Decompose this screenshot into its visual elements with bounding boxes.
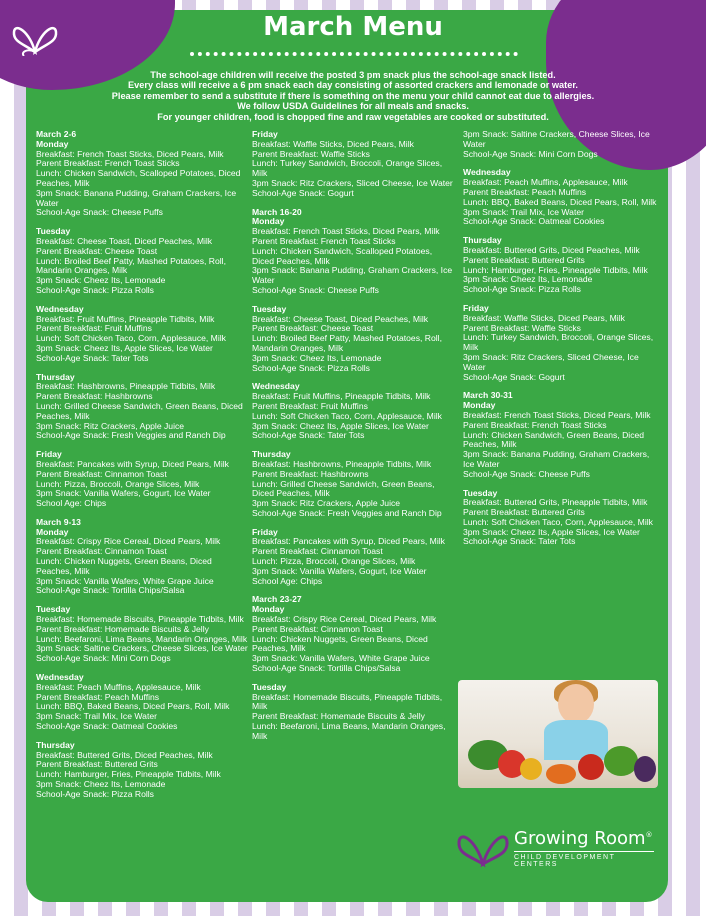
menu-line: Parent Breakfast: Homemade Biscuits & Jelly	[36, 623, 209, 634]
menu-line: 3pm Snack: Vanilla Wafers, White Grape Juice	[36, 575, 214, 586]
day-heading: Friday	[252, 526, 278, 537]
day-block	[252, 528, 454, 587]
week-heading: March 30-31	[463, 390, 513, 401]
menu-line: Breakfast: Fruit Muffins, Pineapple Tidbits, Milk	[36, 313, 215, 324]
menu-line: Parent Breakfast: Peach Muffins	[463, 186, 587, 197]
menu-line: Breakfast: French Toast Sticks, Diced Pears, Milk	[252, 226, 440, 237]
menu-line: Lunch: Broiled Beef Patty, Mashed Potatoes, Roll, Mandarin Oranges, Milk	[252, 333, 442, 353]
menu-line: Lunch: Chicken Sandwich, Scalloped Potatoes, Diced Peaches, Milk	[36, 168, 241, 188]
menu-line: School-Age Snack: Pizza Rolls	[463, 284, 581, 295]
day-heading: Monday	[463, 400, 496, 411]
week-heading: March 16-20	[252, 206, 302, 217]
menu-line: Lunch: Chicken Nuggets, Green Beans, Diced Peaches, Milk	[36, 556, 212, 576]
intro-line: We follow USDA Guidelines for all meals and snacks.	[237, 101, 469, 112]
menu-line: School Age: Chips	[36, 498, 107, 509]
menu-line: Lunch: Pizza, Broccoli, Orange Slices, Milk	[36, 478, 200, 489]
menu-line: School-Age Snack: Pizza Rolls	[36, 284, 154, 295]
menu-line: Parent Breakfast: Waffle Sticks	[463, 322, 581, 333]
menu-line: Parent Breakfast: Buttered Grits	[463, 507, 585, 518]
menu-line: Lunch: Broiled Beef Patty, Mashed Potatoes, Roll, Mandarin Oranges, Milk	[36, 255, 226, 276]
menu-line: Parent Breakfast: Fruit Muffins	[36, 323, 152, 334]
menu-line: Parent Breakfast: Cinnamon Toast	[252, 623, 383, 634]
menu-line: School-Age Snack: Gogurt	[252, 187, 354, 198]
menu-line: Breakfast: Peach Muffins, Applesauce, Milk	[463, 177, 628, 188]
menu-line: Lunch: Pizza, Broccoli, Orange Slices, Milk	[252, 556, 416, 567]
menu-line: Parent Breakfast: Peach Muffins	[36, 691, 160, 702]
day-heading: Wednesday	[36, 303, 84, 314]
day-block	[463, 489, 661, 548]
menu-line: Lunch: Grilled Cheese Sandwich, Green Beans, Diced Peaches, Milk	[252, 478, 435, 499]
day-block	[252, 208, 454, 296]
menu-line: 3pm Snack: Cheez Its, Apple Slices, Ice Water	[36, 342, 213, 353]
menu-line: Lunch: Soft Chicken Taco, Corn, Applesauce, Milk	[36, 333, 226, 344]
day-heading: Thursday	[252, 449, 291, 460]
day-heading: Monday	[36, 138, 69, 149]
day-heading: Monday	[252, 216, 285, 227]
week-heading: March 2-6	[36, 129, 77, 139]
menu-column-3	[463, 130, 661, 556]
day-block	[463, 130, 661, 159]
day-heading: Monday	[36, 526, 69, 537]
menu-line: Breakfast: French Toast Sticks, Diced Pears, Milk	[463, 409, 651, 420]
menu-line: Parent Breakfast: French Toast Sticks	[463, 419, 607, 430]
day-block	[252, 305, 454, 374]
menu-line: School Age: Chips	[252, 575, 323, 586]
week-heading: March 9-13	[36, 516, 81, 527]
menu-line: Breakfast: Homemade Biscuits, Pineapple Tidbits, Milk	[36, 614, 244, 625]
menu-line: 3pm Snack: Trail Mix, Ice Water	[36, 711, 157, 722]
menu-line: 3pm Snack: Cheez Its, Apple Slices, Ice Water	[252, 420, 429, 431]
butterfly-logo-icon	[454, 828, 512, 868]
menu-line: Parent Breakfast: Cinnamon Toast	[252, 546, 383, 557]
menu-line: 3pm Snack: Ritz Crackers, Sliced Cheese, Ice Water	[463, 351, 639, 372]
logo-name: Growing Room®	[514, 828, 653, 849]
day-block	[252, 382, 454, 441]
menu-line: School-Age Snack: Tortilla Chips/Salsa	[36, 585, 185, 596]
menu-line: School-Age Snack: Oatmeal Cookies	[463, 216, 605, 227]
menu-line: Lunch: Chicken Sandwich, Green Beans, Diced Peaches, Milk	[463, 429, 645, 450]
menu-line: Breakfast: Crispy Rice Cereal, Diced Pears, Milk	[36, 536, 221, 547]
day-block	[36, 305, 248, 364]
menu-line: School-Age Snack: Pizza Rolls	[252, 362, 370, 373]
menu-line: Lunch: Soft Chicken Taco, Corn, Applesauce, Milk	[463, 516, 653, 527]
logo-tagline: CHILD DEVELOPMENT CENTERS	[514, 854, 616, 868]
menu-line: Lunch: Turkey Sandwich, Broccoli, Orange Slices, Milk	[252, 158, 443, 179]
day-block	[463, 304, 661, 382]
day-heading: Monday	[252, 604, 285, 615]
menu-line: Breakfast: Buttered Grits, Diced Peaches, Milk	[36, 749, 213, 760]
menu-line: 3pm Snack: Banana Pudding, Graham Crackers, Ice Water	[36, 187, 237, 208]
growing-room-logo	[450, 826, 660, 876]
menu-line: School-Age Snack: Tater Tots	[252, 430, 365, 441]
day-block	[252, 595, 454, 673]
day-block	[36, 227, 248, 296]
logo-divider	[514, 851, 654, 852]
menu-line: Parent Breakfast: Cinnamon Toast	[36, 468, 167, 479]
menu-column-2	[252, 130, 454, 751]
menu-line: Lunch: Beefaroni, Lima Beans, Mandarin Oranges, Milk	[252, 721, 446, 741]
menu-line: School-Age Snack: Tater Tots	[36, 352, 149, 363]
menu-line: 3pm Snack: Cheez Its, Apple Slices, Ice Water	[463, 526, 640, 537]
menu-line: Lunch: Chicken Nuggets, Green Beans, Diced Peaches, Milk	[252, 633, 428, 654]
day-block	[36, 673, 248, 732]
menu-line: 3pm Snack: Vanilla Wafers, White Grape Juice	[252, 653, 430, 664]
day-heading: Thursday	[36, 739, 75, 750]
menu-line: Breakfast: Hashbrowns, Pineapple Tidbits, Milk	[36, 381, 216, 392]
day-block	[36, 518, 248, 596]
day-block	[463, 236, 661, 295]
menu-line: Breakfast: Fruit Muffins, Pineapple Tidbits, Milk	[252, 391, 431, 402]
day-heading: Friday	[252, 129, 278, 139]
menu-line: Parent Breakfast: Buttered Grits	[463, 254, 585, 265]
menu-line: School-Age Snack: Cheese Puffs	[252, 284, 379, 295]
week-heading: March 23-27	[252, 594, 302, 605]
menu-line: Parent Breakfast: Fruit Muffins	[252, 400, 368, 411]
menu-line: 3pm Snack: Cheez Its, Lemonade	[36, 779, 166, 790]
menu-line: 3pm Snack: Trail Mix, Ice Water	[463, 206, 584, 217]
menu-line: Breakfast: Cheese Toast, Diced Peaches, Milk	[252, 313, 429, 324]
intro-line: For younger children, food is chopped fine and raw vegetables are cooked or substituted.	[157, 111, 549, 122]
menu-line: School-Age Snack: Mini Corn Dogs	[463, 148, 598, 159]
menu-line: Parent Breakfast: Cinnamon Toast	[36, 546, 167, 557]
menu-line: Parent Breakfast: Waffle Sticks	[252, 148, 370, 159]
menu-line: Parent Breakfast: Cheese Toast	[252, 323, 374, 334]
menu-line: 3pm Snack: Vanilla Wafers, Gogurt, Ice Water	[36, 488, 211, 499]
menu-line: Parent Breakfast: French Toast Sticks	[36, 158, 180, 169]
menu-line: Parent Breakfast: Cheese Toast	[36, 245, 158, 256]
menu-line: School-Age Snack: Pizza Rolls	[36, 788, 154, 799]
day-heading: Thursday	[463, 235, 502, 246]
menu-line: Parent Breakfast: Hashbrowns	[252, 468, 369, 479]
menu-line: 3pm Snack: Banana Pudding, Graham Crackers, Ice Water	[463, 449, 650, 469]
menu-line: 3pm Snack: Saltine Crackers, Cheese Slices, Ice Water	[36, 643, 248, 654]
menu-line: Parent Breakfast: French Toast Sticks	[252, 235, 396, 246]
day-block	[252, 130, 454, 199]
menu-line: Breakfast: Cheese Toast, Diced Peaches, Milk	[36, 235, 213, 246]
menu-line: 3pm Snack: Cheez Its, Lemonade	[252, 352, 382, 363]
menu-line: Lunch: Hamburger, Fries, Pineapple Tidbits, Milk	[463, 264, 648, 275]
day-block	[463, 391, 661, 479]
day-heading: Wednesday	[252, 381, 300, 392]
menu-line: Breakfast: Peach Muffins, Applesauce, Milk	[36, 681, 201, 692]
day-heading: Friday	[463, 302, 489, 313]
menu-line: Lunch: Beefaroni, Lima Beans, Mandarin Oranges, Milk	[36, 633, 248, 644]
menu-line: Lunch: Chicken Sandwich, Scalloped Potatoes, Diced Peaches, Milk	[252, 245, 433, 266]
menu-line: School-Age Snack: Tater Tots	[463, 536, 576, 547]
day-block	[36, 373, 248, 442]
day-heading: Tuesday	[36, 226, 71, 237]
intro-line: Please remember to send a substitute if there is something on the menu your child cannot eat due to allergies.	[111, 90, 595, 101]
menu-line: Lunch: Grilled Cheese Sandwich, Green Beans, Diced Peaches, Milk	[36, 400, 243, 421]
day-block	[36, 130, 248, 218]
menu-line: 3pm Snack: Banana Pudding, Graham Crackers, Ice Water	[252, 265, 453, 286]
menu-line: 3pm Snack: Vanilla Wafers, Gogurt, Ice Water	[252, 565, 427, 576]
menu-line: School-Age Snack: Cheese Puffs	[463, 468, 590, 479]
day-block	[252, 683, 454, 742]
day-block	[36, 741, 248, 800]
intro-line: The school-age children will receive the posted 3 pm snack plus the school-age snack listed.	[150, 70, 556, 80]
menu-line: School-Age Snack: Gogurt	[463, 371, 565, 382]
menu-line: Breakfast: Pancakes with Syrup, Diced Pears, Milk	[36, 458, 229, 469]
day-heading: Friday	[36, 449, 62, 460]
menu-line: School-Age Snack: Fresh Veggies and Ranch Dip	[36, 430, 226, 441]
menu-line: Breakfast: Hashbrowns, Pineapple Tidbits, Milk	[252, 458, 432, 469]
day-heading: Thursday	[36, 371, 75, 382]
menu-line: 3pm Snack: Saltine Crackers, Cheese Slices, Ice Water	[463, 129, 650, 149]
intro-line: Every class will receive a 6 pm snack each day consisting of assorted crackers and lemonade or water.	[128, 80, 578, 91]
menu-line: 3pm Snack: Ritz Crackers, Apple Juice	[36, 420, 185, 431]
day-heading: Tuesday	[252, 681, 287, 692]
menu-line: 3pm Snack: Cheez Its, Lemonade	[463, 274, 593, 285]
menu-line: Lunch: BBQ, Baked Beans, Diced Pears, Roll, Milk	[36, 701, 230, 712]
menu-line: Parent Breakfast: Hashbrowns	[36, 391, 153, 402]
menu-line: Lunch: Hamburger, Fries, Pineapple Tidbits, Milk	[36, 769, 221, 780]
menu-line: 3pm Snack: Ritz Crackers, Sliced Cheese, Ice Water	[252, 177, 453, 188]
menu-line: School-Age Snack: Fresh Veggies and Ranch Dip	[252, 507, 442, 518]
intro-text	[40, 70, 666, 122]
menu-line: Breakfast: Crispy Rice Cereal, Diced Pears, Milk	[252, 614, 437, 625]
day-heading: Tuesday	[463, 487, 498, 498]
day-heading: Wednesday	[36, 672, 84, 683]
menu-line: Breakfast: Buttered Grits, Diced Peaches, Milk	[463, 244, 640, 255]
child-vegetables-photo	[458, 680, 658, 788]
menu-line: Lunch: Turkey Sandwich, Broccoli, Orange Slices, Milk	[463, 332, 654, 353]
menu-line: Breakfast: Pancakes with Syrup, Diced Pears, Milk	[252, 536, 445, 547]
title-divider	[190, 52, 518, 56]
menu-column-1	[36, 130, 248, 809]
day-block	[252, 450, 454, 519]
day-heading: Wednesday	[463, 167, 511, 178]
menu-line: School-Age Snack: Mini Corn Dogs	[36, 653, 171, 664]
menu-line: Breakfast: Waffle Sticks, Diced Pears, Milk	[252, 138, 414, 149]
page-title: March Menu	[263, 12, 443, 42]
menu-line: Breakfast: Buttered Grits, Pineapple Tidbits, Milk	[463, 497, 648, 508]
menu-line: School-Age Snack: Oatmeal Cookies	[36, 721, 178, 732]
menu-line: Parent Breakfast: Buttered Grits	[36, 759, 158, 770]
menu-line: Lunch: Soft Chicken Taco, Corn, Applesauce, Milk	[252, 410, 442, 421]
menu-line: Breakfast: French Toast Sticks, Diced Pears, Milk	[36, 148, 224, 159]
day-heading: Tuesday	[252, 303, 287, 314]
day-heading: Tuesday	[36, 604, 71, 615]
menu-line: Lunch: BBQ, Baked Beans, Diced Pears, Roll, Milk	[463, 196, 657, 207]
menu-line: 3pm Snack: Cheez Its, Lemonade	[36, 275, 166, 286]
menu-line: School-Age Snack: Cheese Puffs	[36, 207, 163, 218]
day-block	[36, 605, 248, 664]
day-block	[36, 450, 248, 509]
day-block	[463, 168, 661, 227]
menu-line: Breakfast: Waffle Sticks, Diced Pears, Milk	[463, 312, 625, 323]
menu-line: 3pm Snack: Ritz Crackers, Apple Juice	[252, 498, 401, 509]
menu-line: Parent Breakfast: Homemade Biscuits & Jelly	[252, 711, 425, 722]
menu-line: Breakfast: Homemade Biscuits, Pineapple Tidbits, Milk	[252, 691, 443, 712]
menu-line: School-Age Snack: Tortilla Chips/Salsa	[252, 663, 401, 674]
